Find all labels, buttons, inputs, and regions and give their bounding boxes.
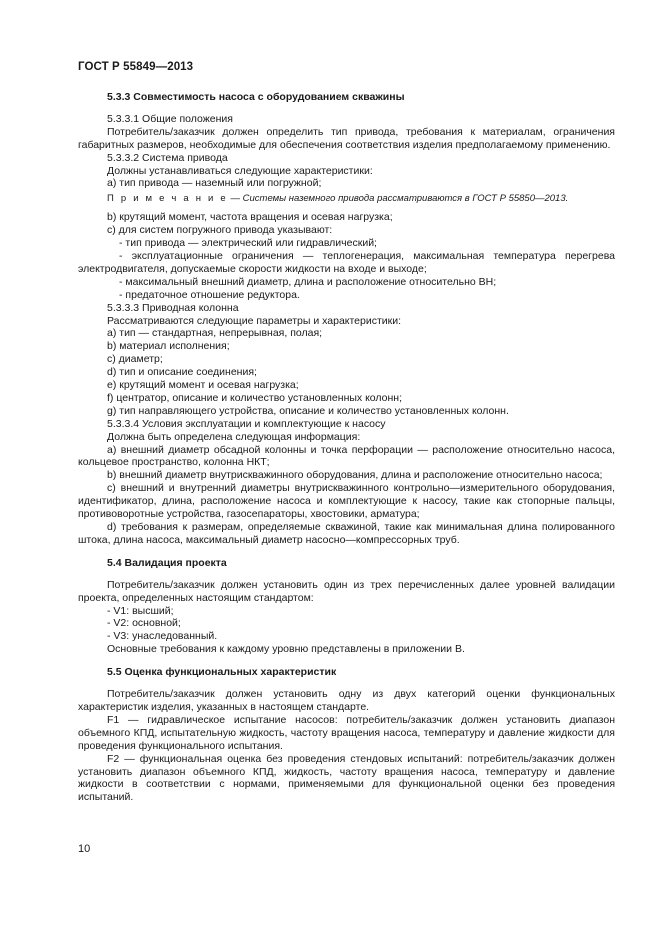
list-item: e) крутящий момент и осевая нагрузка; bbox=[107, 379, 299, 392]
document-header: ГОСТ Р 55849—2013 bbox=[78, 61, 194, 73]
paragraph: F2 — функциональная оценка без проведения стендовых испытаний: потребитель/заказчик должен установить диапазон объемного КПД, жидкость, частоту вращения насоса, температуру и давление жидкости в соответствии с нормами, применяемыми для функциональной оценки без проведения испытаний. bbox=[78, 752, 615, 804]
list-item: d) тип и описание соединения; bbox=[107, 366, 257, 379]
paragraph: Потребитель/заказчик должен определить тип привода, требования к материалам, ограничения габаритных размеров, необходимые для обеспечения соответствия изделия предполагаемому применению. bbox=[78, 125, 615, 151]
list-item: c) внешний и внутренний диаметры внутрискважинного контрольно—измерительного оборудования, идентификатор, длина, расположение насоса и комплектующие к насосу, такие как стопорные пальцы, противоворотные устройства, газосепараторы, хвостовики, арматура; bbox=[78, 482, 615, 521]
list-item: f) центратор, описание и количество установленных колонн; bbox=[107, 391, 402, 404]
subsection-5-3-3-3-title: 5.3.3.3 Приводная колонна bbox=[107, 301, 239, 314]
section-5-5-title: 5.5 Оценка функциональных характеристик bbox=[107, 666, 337, 679]
note-text: — Системы наземного привода рассматриваются в ГОСТ Р 55850—2013. bbox=[227, 193, 569, 205]
sub-list-item: - максимальный внешний диаметр, длина и расположение относительно ВН; bbox=[119, 275, 497, 288]
list-item: - V3: унаследованный. bbox=[107, 630, 218, 643]
sub-list-item: - тип привода — электрический или гидравлический; bbox=[119, 237, 377, 250]
sub-list-item: - предаточное отношение редуктора. bbox=[119, 288, 300, 301]
paragraph: Потребитель/заказчик должен установить одну из двух категорий оценки функциональных характеристик изделия, указанных в настоящем стандарте. bbox=[78, 688, 615, 713]
note-label: П р и м е ч а н и е bbox=[107, 193, 228, 205]
list-item: b) внешний диаметр внутрискважинного оборудования, длина и расположение относительно насоса; bbox=[107, 469, 603, 482]
section-5-4-title: 5.4 Валидация проекта bbox=[107, 556, 227, 569]
subsection-5-3-3-2-title: 5.3.3.2 Система привода bbox=[107, 151, 228, 164]
list-item: b) крутящий момент, частота вращения и осевая нагрузка; bbox=[107, 211, 393, 224]
page-number: 10 bbox=[78, 843, 91, 855]
sub-list-item: - эксплуатационные ограничения — теплогенерация, максимальная температура перегрева электродвигателя, допускаемые скорости жидкости на входе и выходе; bbox=[78, 249, 615, 275]
list-item: a) тип привода — наземный или погружной; bbox=[107, 177, 322, 190]
list-item: c) для систем погружного привода указывают: bbox=[107, 224, 333, 237]
list-item: d) требования к размерам, определяемые скважиной, такие как минимальная длина полированного штока, длина насоса, максимальный диаметр насосно—компрессорных труб. bbox=[78, 521, 615, 546]
list-item: g) тип направляющего устройства, описание и количество установленных колонн. bbox=[107, 404, 509, 417]
section-5-3-3-title: 5.3.3 Совместимость насоса с оборудованием скважины bbox=[107, 91, 405, 103]
paragraph: Должна быть определена следующая информация: bbox=[107, 430, 361, 443]
note bbox=[78, 193, 615, 206]
paragraph: Основные требования к каждому уровню представлены в приложении В. bbox=[107, 643, 465, 656]
paragraph: Потребитель/заказчик должен установить один из трех перечисленных далее уровней валидации проекта, определенных настоящим стандартом: bbox=[78, 578, 615, 604]
list-item: c) диаметр; bbox=[107, 353, 163, 366]
paragraph: Должны устанавливаться следующие характеристики: bbox=[107, 164, 373, 177]
list-item: a) тип — стандартная, непрерывная, полая; bbox=[107, 327, 323, 340]
subsection-5-3-3-4-title: 5.3.3.4 Условия эксплуатации и комплектующие к насосу bbox=[107, 417, 386, 430]
list-item: - V1: высший; bbox=[107, 604, 174, 617]
page-body bbox=[78, 91, 615, 804]
paragraph: F1 — гидравлическое испытание насосов: потребитель/заказчик должен установить диапазон объемного КПД, испытательную жидкость, частоту вращения насоса, температуру и давление жидкости для проведения функционального испытания. bbox=[78, 713, 615, 752]
list-item: b) материал исполнения; bbox=[107, 340, 230, 353]
list-item: - V2: основной; bbox=[107, 617, 181, 630]
list-item: a) внешний диаметр обсадной колонны и точка перфорации — расположение относительно насоса, кольцевое пространство, колонна НКТ; bbox=[78, 443, 615, 469]
subsection-5-3-3-1-title: 5.3.3.1 Общие положения bbox=[107, 112, 233, 125]
paragraph: Рассматриваются следующие параметры и характеристики: bbox=[107, 314, 402, 327]
